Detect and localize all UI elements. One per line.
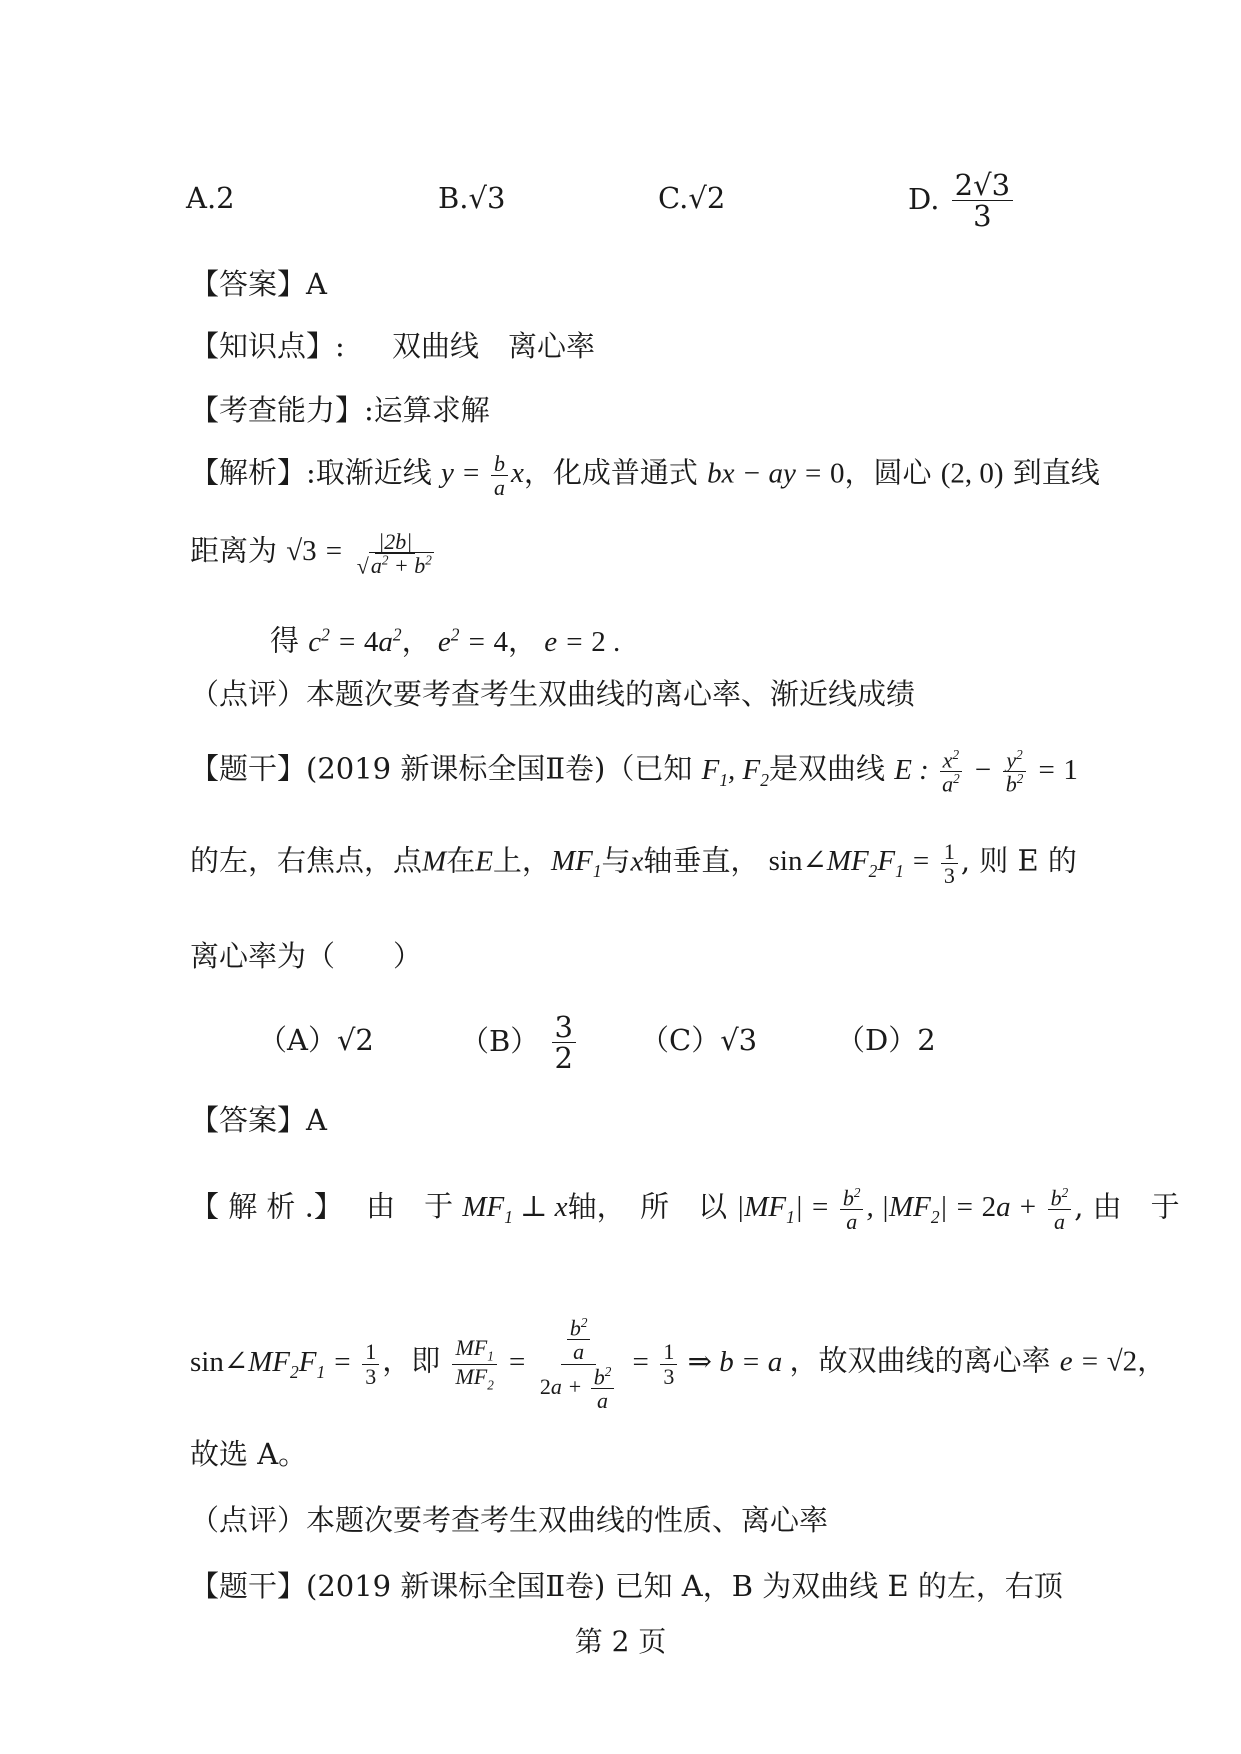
analysis-2-line2: $\sin\angle MF_2F_1$ = $\frac{1}{3}$ ，即 $\frac{MF_1}{MF_2}$ = $\frac{b^2}{a}$ 2a + $\frac{b^2}{a}$ = $\frac{1}{3}$ ⇒ b = a ，故双曲线的离心率 e = √2， — [190, 1315, 1167, 1413]
question-2-stem-line1: 【题干】(2019 新课标全国Ⅱ卷)（已知 $F_1$, $F_2$是双曲线 E : $\frac{x^2}{a^2}$ − $\frac{y^2}{b^2}$ = 1 — [190, 747, 1078, 797]
option-c: C.√2 — [658, 181, 726, 215]
distance-formula: √3 = $\frac{|2b|}{√a^2 + b^2}$ — [286, 529, 432, 579]
result-formula: $c^2 = 4a^2$， $e^2 = 4$， e = 2 . — [308, 624, 621, 658]
comment-2: （点评）本题次要考查考生双曲线的性质、离心率 — [190, 1503, 829, 1537]
comment-1: （点评）本题次要考查考生双曲线的离心率、渐近线成绩 — [190, 677, 916, 711]
option-d-fraction: $\frac{2√3}{3}$ — [952, 170, 1013, 232]
answer-1: 【答案】A — [190, 267, 327, 301]
circle-center: (2, 0) — [940, 457, 1004, 490]
q2-option-c: （C）√3 — [640, 1023, 758, 1057]
analysis-2-line1: 【 解 析 .】 由 于 $MF_1$ ⊥ x轴， 所 以 $|MF_1|$ = $\frac{b^2}{a}$ , $|MF_2| = 2a$ + $\frac{b^2}{a}$ , 由 于 — [190, 1185, 1180, 1235]
knowledge-line: 【知识点】: 双曲线 离心率 — [190, 329, 596, 363]
q2-option-a: （A）√2 — [258, 1023, 374, 1057]
q2-option-b: （B） $\frac{3}{2}$ — [460, 1012, 579, 1074]
analysis-1-line: 【解析】:取渐近线 y = $\frac{b}{a}$ x，化成普通式 bx − ay = 0，圆心 (2, 0) 到直线 — [190, 451, 1100, 501]
q2-option-d: （D）2 — [836, 1023, 936, 1057]
option-d: D. $\frac{2√3}{3}$ — [908, 170, 1016, 232]
sine-condition: $\sin\angle MF_2F_1$ = $\frac{1}{3}$ — [769, 845, 961, 877]
option-a: A.2 — [186, 181, 235, 215]
asymptote-formula: y = $\frac{b}{a}$ x — [441, 451, 524, 501]
question-2-stem-line3: 离心率为（ ） — [190, 939, 423, 973]
general-form-formula: bx − ay = 0 — [707, 457, 845, 490]
ratio-formula: $\frac{MF_1}{MF_2}$ = $\frac{b^2}{a}$ 2a + $\frac{b^2}{a}$ = $\frac{1}{3}$ ⇒ b = a — [449, 1346, 789, 1378]
hyperbola-equation: E : $\frac{x^2}{a^2}$ − $\frac{y^2}{b^2}$ = 1 — [894, 747, 1078, 797]
focal-radius-formula: $|MF_1|$ = $\frac{b^2}{a}$ , $|MF_2| = 2a$ + $\frac{b^2}{a}$ — [736, 1191, 1074, 1223]
result-line: 得 $c^2 = 4a^2$， $e^2 = 4$， e = 2 . — [270, 623, 621, 658]
option-b: B.√3 — [438, 181, 506, 215]
question-3-stem: 【题干】(2019 新课标全国Ⅱ卷) 已知 A，B 为双曲线 E 的左，右顶 — [190, 1569, 1063, 1603]
answer-2: 【答案】A — [190, 1103, 327, 1137]
distance-line: 距离为 √3 = $\frac{|2b|}{√a^2 + b^2}$ — [190, 530, 440, 578]
page-number: 第 2 页 — [574, 1625, 667, 1658]
question-2-stem-line2: 的左，右焦点，点M在E上，$MF_1$与x轴垂直， $\sin\angle MF_2F_1$ = $\frac{1}{3}$ , 则 E 的 — [190, 839, 1077, 889]
conclusion-2: 故选 A。 — [190, 1437, 308, 1471]
ability-line: 【考查能力】:运算求解 — [190, 393, 490, 427]
